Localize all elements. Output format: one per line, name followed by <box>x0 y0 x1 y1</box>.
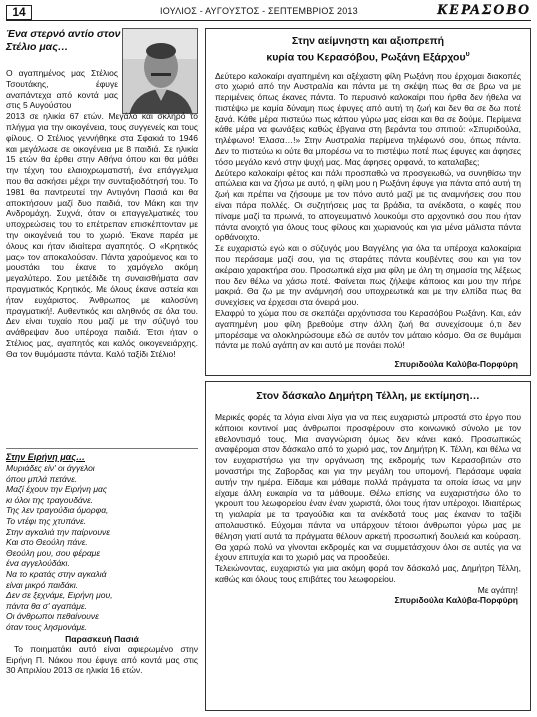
thanks-title: Στον δάσκαλο Δημήτρη Τέλλη, με εκτίμηση… <box>256 390 480 402</box>
poem-line: Μαζί έχουν την Ειρήνη μας <box>6 484 107 495</box>
thanks-box-tellis <box>205 381 531 711</box>
poem-line: όπου μπλά πετάνε. <box>6 473 78 484</box>
left-column <box>6 28 198 713</box>
poem-line: κι όλοι της τραγουδάνε. <box>6 494 94 505</box>
page-number: 14 <box>6 5 32 20</box>
poem-line: Να το κρατάς στην αγκαλιά <box>6 568 107 579</box>
thanks-closing: Με αγάπη! <box>477 584 518 595</box>
poem-line: Δεν σε ξεχνάμε, Ειρήνη μου, <box>6 590 113 601</box>
poem-line: πάντα θα σ' αγαπάμε. <box>6 600 87 611</box>
header-divider <box>6 20 531 21</box>
obituary-title: Ένα στερνό αντίο στον Στέλιο μας… <box>6 28 121 53</box>
column-divider <box>6 448 198 449</box>
tribute-paragraph: Δεύτερο καλοκαίρι αγαπημένη και αξέχαστη φίλη Ρωξάνη που έρχομαι διακοπές στο χωριό από την Αυστραλία και πάντα με τη σκέψη πως θα σε βρω να με περιμένεις όπως έκανες πάντα. Το περυσινό καλοκαίρι που ήρθα δεν ήθελα να πιστέψω με καμία δύναμη πως έφυγες από αυτή τη ζωή και δεν θα σε δω ποτέ ξανά. Κάθε μέρα πιστεύω πως κάπου γύρω μας είσαι και θα σε δούμε. Περίμενα κάθε μέρα να φωνάξεις καθώς έβγαινα στη βεράντα του σπιτιού: «Σπυριδούλα, τηλέφωνο! Έλασα…!» Στην Αυστραλία περίμενα τηλέφωνό σου, όπως πάντα. Δεν το πιστεύω κι ούτε θα μπορέσω να το πιστέψω ποτέ πως έφυγες και άφησες τόσο μεγάλο κενό στην ψυχή μας. Μας άφησες ορφανά, το καταλαβες; <box>215 70 521 167</box>
poem-line: Στην αγκαλιά την παίρνουνε <box>6 526 111 537</box>
thanks-paragraph: Μερικές φορές τα λόγια είναι λίγα για να πεις ευχαριστώ μπροστά στο έργο που κάποιοι κοντινοί μας άνθρωποι προσφέρουν στο κοινωνικό σύνολο με τον εθελοντισμό τους. Μια αναγνώριση όμως δεν κάνει κακό. Προσωπικώς αναφέρομαι στον δάσκαλο από το χωριό μας, τον Δημήτρη Κ. Τέλλη, και θέλω να τον ευχαριστήσω για την οργάνωση της εκδρομής των Κερασοβιτών στο μοναστήρι της Ζαβορδας και για την μεγάλη του υπομονή. Περάσαμε υφαία αυτήν την ημέρα. Είδαμε και μάθαμε πολλά πράγματα τα οποία ίσως να μην είχαμε άλλη ευκαιρία να τα μάθουμε. Θέλω επίσης να ευχαριστήσω όλο το γκρουπ του λεωφορείου έναν έναν χωριστά, όλοι τους ήταν υπέροχοι. Ιδιαιτέρως τη γιαλαρία με τα τραγούδια και τα ανέκδοτά τους μας έκαναν το ταξίδι απολαυστικό. Εύχομαι πάντα να υπάρχουν τέτοιοι άνθρωποι γύρω μας με θέληση γιατί αυτά τα πράγματα θέλουν αρκετή προσωπική δουλειά και κούραση. Θα χαρώ πολύ να γίνονται εκδρομές και να συμμετάσχουν όλοι σε αυτές για να έχουν επιτυχία και το χωριό μας να προοδεύει. <box>215 412 521 563</box>
tribute-title-line2-text: κυρία του Κερασόβου, Ρωξάνη Εξάρχου <box>266 51 466 64</box>
tribute-paragraph: Ελαφρύ το χώμα που σε σκεπάζει αρχόντισσα του Κερασόβου Ρωξάνη. Και, εάν αγαπημένη μου φίλη βρεθούμε στην άλλη ζωή θα συνεχίσουμε ό,τι δεν μπορέσαμε να ολοκληρώσουμε εδώ σε αυτόν τον μάταιο κόσμο. Θα σε θυμάμαι πάντα με πολύ αγάπη αν και αυτό με πονάει πολύ! <box>215 308 521 351</box>
tribute-box-roxani <box>205 28 531 376</box>
tribute-title <box>206 29 530 65</box>
poem-line: Και στο Θεούλη πάνε. <box>6 537 88 548</box>
obituary-intro: Ο αγαπημένος μας Στέλιος Τσουτάκης, έφυγε αναπάντεχα από κοντά μας στις 5 Αυγούστου <box>6 68 118 111</box>
tribute-title-sup: υ <box>465 51 470 58</box>
poem-line: Οι άνθρωποι πεθαίνουνε <box>6 611 99 622</box>
poem-line: είναι μικρό παιδάκι. <box>6 579 79 590</box>
poem-line: ένα αγγελούδάκι. <box>6 558 70 569</box>
obituary-text <box>6 68 198 360</box>
tribute-title-line2 <box>216 48 520 65</box>
thanks-signature: Σπυριδούλα Καλύβα-Πορφύρη <box>394 594 518 605</box>
poem-line: Θεούλη μου, σου φέραμε <box>6 547 101 558</box>
poem-author: Παρασκευή Πασιά <box>65 633 139 644</box>
obituary-body: 2013 σε ηλικία 67 ετών. Μεγάλο και σκληρό το πλήγμα για την οικογένεια, τους συγγενείς και τους φίλους. Ο Στέλιος γεννήθηκε στα Σφακιά το 1946 και μεγάλωσε σε οικογένεια με 8 παιδιά. Σε ηλικία 15 ετών θα έρθει στην Αθήνα όπου και θα μάθει την τέχνη του ελαιοχρωματιστή, ένα επάγγελμα που θα ασκήσει μέχρι την συνταξιοδότησή του. Το 1981 θα παντρευτεί την Αντιγόνη Πασιά και θα αποκτήσουν μαζί δυο παιδιά, τον Μάκη και την Ανδρομάχη. Συχνά, όταν οι επαγγελματικές του υποχρεώσεις του το επέτρεπαν επισκέπτονταν με την οικογένειά του το χωριό. Έκανε παρέα με όλους και ήταν ιδιαίτερα αγαπητός. Ο «Κρητικός μας» τον αποκαλούσαν. Πάντα χαρούμενος και το μουστάκι του έκανε το χαμόγελο ακόμη μεγαλύτερο. Σου μετέδιδε τη συναισθήματα σαν πραγματικός Κρητικός. Με όλους έκανε αστεία και ήταν ευχάριστος. Άνθρωπος με καλοσύνη πραγματική!. Αυθεντικός και αληθινός σε όλα του. Δεν είναι τυχαίο που μαζί με την σύζυγό του ανάθρεψαν δυο υπέροχα παιδιά. Έτσι ήταν ο Στέλιος μας, αγαπητός και καλός οικογενειάρχης. Θα τον θυμόμαστε πάντα. Καλό ταξίδι Στέλιο! <box>6 111 198 359</box>
tribute-paragraph: Σε ευχαριστώ εγώ και ο σύζυγός μου Βαγγέλης για όλα τα υπέροχα καλοκαίρια που περάσαμε μαζί σου, για τις σταράτες πάντα κουβέντες σου και για τον ακέραιο χαρακτήρα σου. Προσωπικά είχα μια φίλη με όλη τη σημασία της λέξεως που δεν θέλω να χάσω ποτέ. Φαίνεται πως ζήλεψε κάποιος και μου την πήρε μακριά. Θα ζω με την ανάμνησή σου υποχρεωτικά και με την ελπίδα πως θα συνεχίσεις να έρχεσαι στα όνειρά μου. <box>215 243 521 308</box>
poem-line: Μυριάδες είν' οι άγγελοι <box>6 463 95 473</box>
tribute-title-line1: Στην αείμνηστη και αξιοπρεπή <box>291 35 445 47</box>
poem-line: Της λεν τραγούδια όμορφα, <box>6 505 109 516</box>
tribute-paragraph: Δεύτερο καλοκαίρι φέτος και πάλι προσπαθώ να προσγειωθώ, να συνηθίσω την απώλεια και να ζήσω με αυτό, η φίλη μου η Ρωξάνη έφυγε για πάντα από αυτή τη ζωή και πρέπει να ζήσουμε με τον πόνο αυτό μαζί με τις αναμνήσεις σου που είναι πάρα πολλές. Οι συζητήσεις μας τα βράδια, τα ανέκδοτα, ο καφές που πίναμε μαζί τα πρωινά, το απογευματινό λουκούμι στο αρχοντικό σου που ήταν πάντα ανοιχτό για όλους τους φίλους και χωριανούς και για μένα μάλιστα πάντα ορθάνοιχτο. <box>215 167 521 243</box>
thanks-paragraph: Τελειώνοντας, ευχαριστώ για μια ακόμη φορά τον δάσκαλό μας, Δημήτρη Τέλλη, καθώς και όλους τους επιβάτες του λεωφορείου. <box>215 563 521 584</box>
poem-line: όταν τους λησμονάμε. <box>6 621 88 632</box>
poem-dedication: Το ποιηματάκι αυτό είναι αφιερωμένο στην Ειρήνη Π. Νάκου που έφυγε από κοντά μας στις 30 Απριλίου 2013 σε ηλικία 16 ετών. <box>6 644 198 676</box>
masthead-logo: ΚΕΡΑΣΟΒΟ <box>437 2 531 18</box>
poem-title: Στην Ειρήνη μας… <box>6 452 86 462</box>
poem-line: Το ντέφι της χτυπάνε. <box>6 515 87 526</box>
tribute-signature: Σπυριδούλα Καλύβα-Πορφύρη <box>394 359 518 370</box>
poem-section <box>6 452 198 676</box>
issue-date: ΙΟΥΛΙΟΣ - ΑΥΓΟΥΣΤΟΣ - ΣΕΠΤΕΜΒΡΙΟΣ 2013 <box>160 6 358 16</box>
